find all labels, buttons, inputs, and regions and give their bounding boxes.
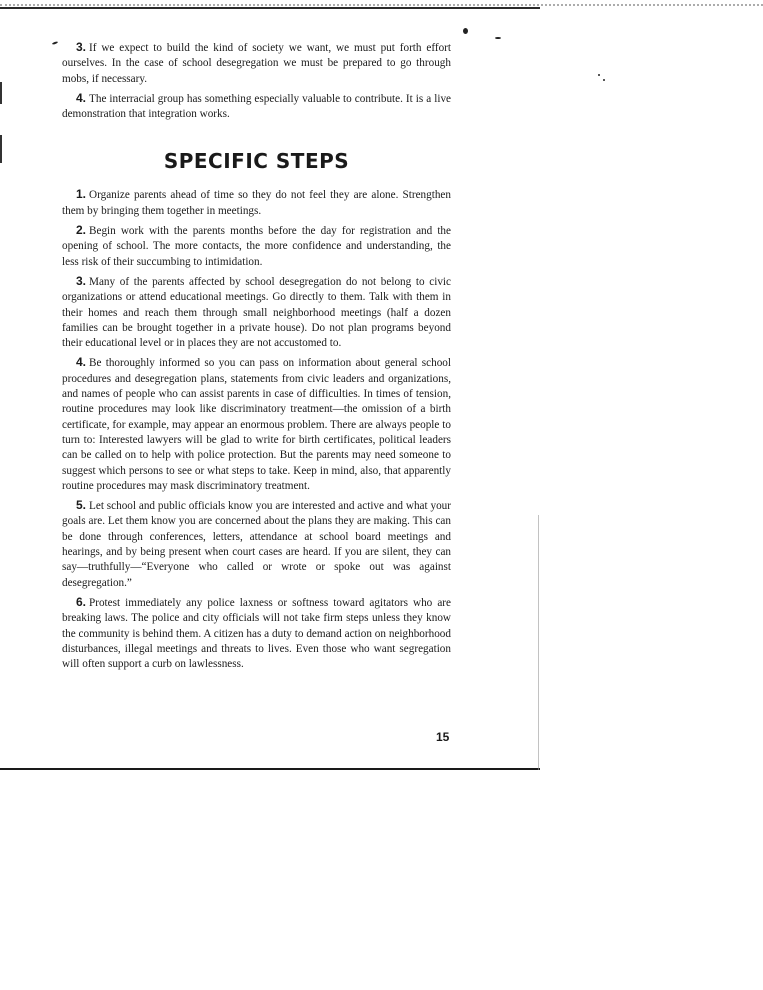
intro-list bbox=[62, 40, 451, 122]
item-text: The interracial group has something especially valuable to contribute. It is a live demonstration that integration works. bbox=[62, 92, 451, 121]
item-text: Be thoroughly informed so you can pass on information about general school procedures and desegregation plans, statements from civic leaders and organizations, and names of people who can assist parents in case of difficulties. In times of tension, routine procedures may look like discriminatory treatment—the omission of a birth certificate, for example, may appear an enormous problem. There are always people to turn to: Interested lawyers will be glad to write for birth certificates, political leaders can be called on to help with police protection. But the parents may need someone to suggest which persons to see or what steps to take. Keep in mind, also, that apparently routine procedures may mask discriminatory treatment. bbox=[62, 357, 451, 492]
page-body bbox=[62, 40, 451, 676]
steps-list bbox=[62, 187, 451, 672]
list-item bbox=[62, 91, 451, 123]
list-item bbox=[62, 187, 451, 219]
list-item bbox=[62, 498, 451, 591]
item-text: Let school and public officials know you are interested and active and what your goals are. Let them know you are concerned about the plans they are making. This can be done through conferences, letters, attendance at school board meetings and hearings, and by being present when court cases are heard. If you are silent, they can say—truthfully—“Everyone who called or wrote or spoke out was against desegregation.” bbox=[62, 500, 451, 589]
section-title: SPECIFIC STEPS bbox=[163, 149, 350, 174]
item-number: 2. bbox=[76, 223, 87, 238]
item-number: 3. bbox=[76, 273, 87, 288]
scan-speck bbox=[598, 74, 600, 76]
item-number: 4. bbox=[76, 355, 87, 370]
scan-bottom-rule bbox=[0, 768, 540, 770]
item-text: Organize parents ahead of time so they do not feel they are alone. Strengthen them by bringing them together in meetings. bbox=[62, 189, 451, 217]
item-text: Begin work with the parents months before the day for registration and the opening of school. The more contacts, the more confidence and understanding, the less risk of their succumbing to intimidation. bbox=[62, 225, 451, 268]
item-number: 5. bbox=[76, 498, 87, 513]
scan-speck bbox=[603, 79, 605, 81]
item-text: If we expect to build the kind of society we want, we must put forth effort ourselves. In the case of school desegregation we must be prepared to go through mobs, if necessary. bbox=[62, 42, 451, 85]
list-item bbox=[62, 223, 451, 270]
list-item bbox=[62, 595, 451, 672]
list-item bbox=[62, 40, 451, 87]
scan-left-mark bbox=[0, 82, 2, 104]
item-number: 4. bbox=[76, 90, 87, 105]
scan-left-mark bbox=[0, 135, 2, 163]
item-number: 1. bbox=[76, 187, 87, 202]
page-number: 15 bbox=[436, 730, 450, 744]
list-item bbox=[62, 274, 451, 351]
scan-right-edge bbox=[538, 515, 539, 770]
item-text: Protest immediately any police laxness or softness toward agitators who are breaking laws. The police and city officials will not take firm steps unless they know the community is behind them. A citizen has a duty to demand action on neighborhood disturbances, illegal meetings and threats to lives. Even those who want segregation will often support a curb on lawlessness. bbox=[62, 596, 451, 671]
scan-top-rule bbox=[0, 7, 540, 9]
list-item bbox=[62, 355, 451, 494]
scan-speck bbox=[52, 41, 58, 45]
scan-speck bbox=[463, 28, 468, 34]
scan-dotted-edge bbox=[0, 4, 763, 6]
scan-speck bbox=[495, 37, 501, 39]
item-number: 6. bbox=[76, 594, 87, 609]
item-text: Many of the parents affected by school desegregation do not belong to civic organizations or attend educational meetings. Go directly to them. Talk with them in their homes and reach them through small neighborhood meetings (half a dozen families can be brought together in a private house). Do not plan programs beyond their educational level or in places they are not accustomed to. bbox=[62, 275, 451, 350]
item-number: 3. bbox=[76, 40, 87, 54]
